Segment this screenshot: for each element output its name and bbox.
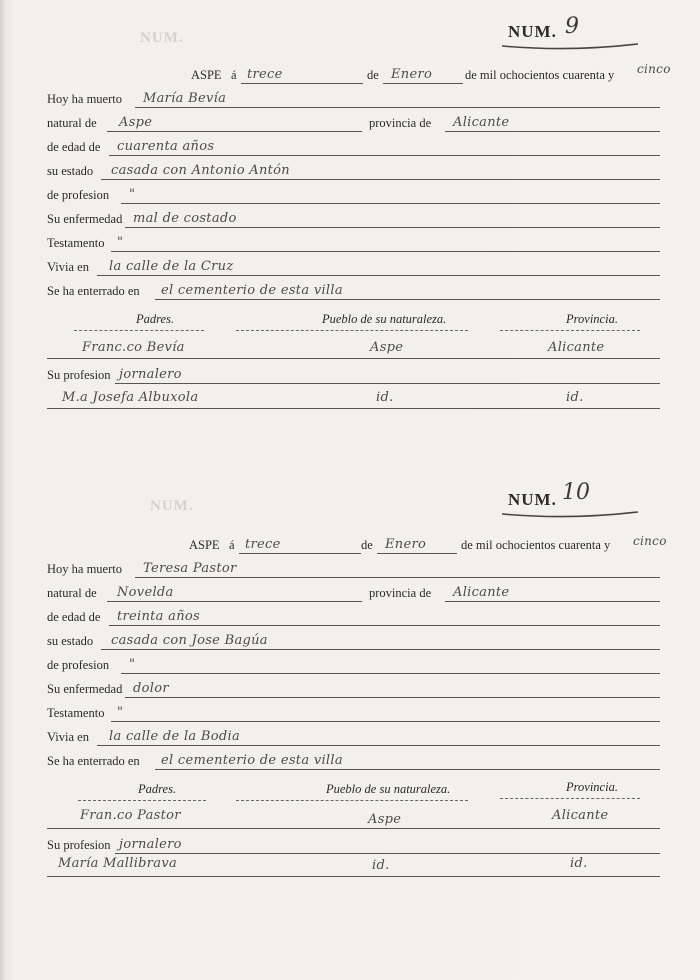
record-number-label: NUM. (508, 490, 557, 509)
field-label: de profesion (47, 188, 110, 202)
month-value: Enero (391, 67, 433, 82)
profesion-label: Su profesion (47, 368, 111, 382)
month-line (383, 83, 463, 84)
field-value: treinta años (117, 609, 200, 624)
year-value: cinco (637, 62, 671, 76)
day-value: trece (247, 67, 283, 82)
field-label: Su enfermedad (47, 682, 123, 696)
mother-name: M.a Josefa Albuxola (62, 390, 199, 405)
field-line (107, 601, 362, 602)
field-row (47, 702, 660, 724)
profesion-value: jornalero (119, 367, 182, 382)
field-row (47, 136, 660, 158)
town-label: ASPE (191, 68, 222, 82)
field-value: Aspe (119, 115, 153, 130)
field-row (47, 184, 660, 206)
field-row (47, 88, 660, 110)
field-label: Se ha enterrado en (47, 284, 140, 298)
field-line (109, 625, 660, 626)
father-name: Fran.co Pastor (80, 808, 181, 823)
pueblo-header: Pueblo de su naturaleza. (322, 312, 447, 326)
field-value: Alicante (453, 115, 510, 130)
date-row (47, 534, 667, 556)
field-row (47, 232, 660, 254)
field-line (135, 577, 660, 578)
field-label: de edad de (47, 140, 101, 154)
field-line (445, 601, 660, 602)
field-value: María Bevía (143, 91, 227, 106)
header-dash (500, 798, 640, 799)
field-line (155, 299, 660, 300)
provincia-header: Provincia. (566, 780, 618, 794)
year-text: de mil ochocientos cuarenta y (461, 538, 611, 552)
de-label: de (361, 538, 373, 552)
row-rule (47, 358, 660, 359)
mother-name: María Mallibrava (58, 856, 178, 871)
field-line (135, 107, 660, 108)
field-label: Hoy ha muerto (47, 562, 122, 576)
field-line (445, 131, 660, 132)
field-label: provincia de (369, 586, 432, 600)
day-line (239, 553, 361, 554)
father-provincia: Alicante (552, 808, 609, 823)
field-value: " (117, 235, 124, 250)
father-pueblo: Aspe (368, 812, 402, 827)
field-row (47, 726, 660, 748)
field-value: mal de costado (133, 211, 237, 226)
field-line (109, 155, 660, 156)
field-line (111, 721, 660, 722)
flourish-rule (500, 40, 640, 52)
month-line (377, 553, 457, 554)
date-row (47, 62, 671, 86)
row-rule (47, 408, 660, 409)
field-row (47, 208, 660, 230)
row-rule (47, 876, 660, 877)
field-label: Se ha enterrado en (47, 754, 140, 768)
header-dash (74, 330, 204, 331)
field-row (47, 750, 660, 772)
row-rule (47, 828, 660, 829)
field-label: su estado (47, 634, 94, 648)
pueblo-header: Pueblo de su naturaleza. (326, 782, 451, 796)
field-label: su estado (47, 164, 94, 178)
field-value: Teresa Pastor (143, 561, 237, 576)
field-value: cuarenta años (117, 139, 215, 154)
year-value: cinco (633, 534, 667, 548)
header-dash (236, 800, 468, 801)
mother-pueblo: id. (372, 858, 390, 873)
field-value: el cementerio de esta villa (161, 283, 343, 298)
field-value: " (129, 657, 136, 672)
field-line (97, 745, 660, 746)
mother-pueblo: id. (376, 390, 394, 405)
field-value: Alicante (453, 585, 510, 600)
profesion-value: jornalero (119, 837, 182, 852)
field-line (121, 203, 660, 204)
field-line (101, 179, 660, 180)
field-row (47, 630, 660, 652)
header-dash (500, 330, 640, 331)
town-label: ASPE (189, 538, 220, 552)
field-line (107, 131, 362, 132)
a-label: á (229, 538, 235, 552)
field-label: Hoy ha muerto (47, 92, 122, 106)
field-row (47, 112, 660, 134)
record-number-label: NUM. (508, 22, 557, 41)
field-label: Su enfermedad (47, 212, 123, 226)
mother-provincia: id. (566, 390, 584, 405)
record-number-value: 10 (562, 480, 590, 505)
field-line (111, 251, 660, 252)
field-line (125, 227, 660, 228)
field-row (47, 654, 660, 676)
a-label: á (231, 68, 237, 82)
field-line (125, 697, 660, 698)
field-label: natural de (47, 586, 97, 600)
field-row (47, 558, 660, 580)
bleed-through-text: NUM. (150, 498, 194, 514)
field-line (115, 853, 660, 854)
provincia-header: Provincia. (566, 312, 618, 326)
field-value: Novelda (117, 585, 174, 600)
field-line (121, 673, 660, 674)
field-label: natural de (47, 116, 97, 130)
field-row (47, 678, 660, 700)
field-value: casada con Antonio Antón (111, 163, 290, 178)
field-row (47, 256, 660, 278)
field-row (47, 364, 660, 386)
field-value: " (129, 187, 136, 202)
field-value: la calle de la Bodia (109, 729, 241, 744)
day-line (241, 83, 363, 84)
padres-header: Padres. (138, 782, 177, 796)
field-label: Vivia en (47, 260, 89, 274)
field-value: casada con Jose Bagúa (111, 633, 268, 648)
field-value: " (117, 705, 124, 720)
bleed-through-text: NUM. (140, 30, 184, 46)
field-label: Testamento (47, 706, 105, 720)
field-row (47, 606, 660, 628)
de-label: de (367, 68, 379, 82)
day-value: trece (245, 537, 281, 552)
father-name: Franc.co Bevía (82, 340, 185, 355)
mother-provincia: id. (570, 856, 588, 871)
field-value: la calle de la Cruz (109, 259, 234, 274)
field-row (47, 582, 660, 604)
flourish-rule (500, 508, 640, 520)
profesion-label: Su profesion (47, 838, 111, 852)
field-line (155, 769, 660, 770)
padres-header: Padres. (136, 312, 175, 326)
field-line (115, 383, 660, 384)
father-provincia: Alicante (548, 340, 605, 355)
field-row (47, 280, 660, 302)
header-dash (236, 330, 468, 331)
month-value: Enero (385, 537, 427, 552)
field-label: Testamento (47, 236, 105, 250)
field-line (97, 275, 660, 276)
record-number-value: 9 (565, 14, 579, 39)
field-label: provincia de (369, 116, 432, 130)
field-line (101, 649, 660, 650)
year-text: de mil ochocientos cuarenta y (465, 68, 615, 82)
field-label: de profesion (47, 658, 110, 672)
father-pueblo: Aspe (370, 340, 404, 355)
field-value: dolor (133, 681, 169, 696)
field-row (47, 160, 660, 182)
header-dash (78, 800, 206, 801)
field-label: Vivia en (47, 730, 89, 744)
field-row (47, 834, 660, 856)
field-value: el cementerio de esta villa (161, 753, 343, 768)
field-label: de edad de (47, 610, 101, 624)
